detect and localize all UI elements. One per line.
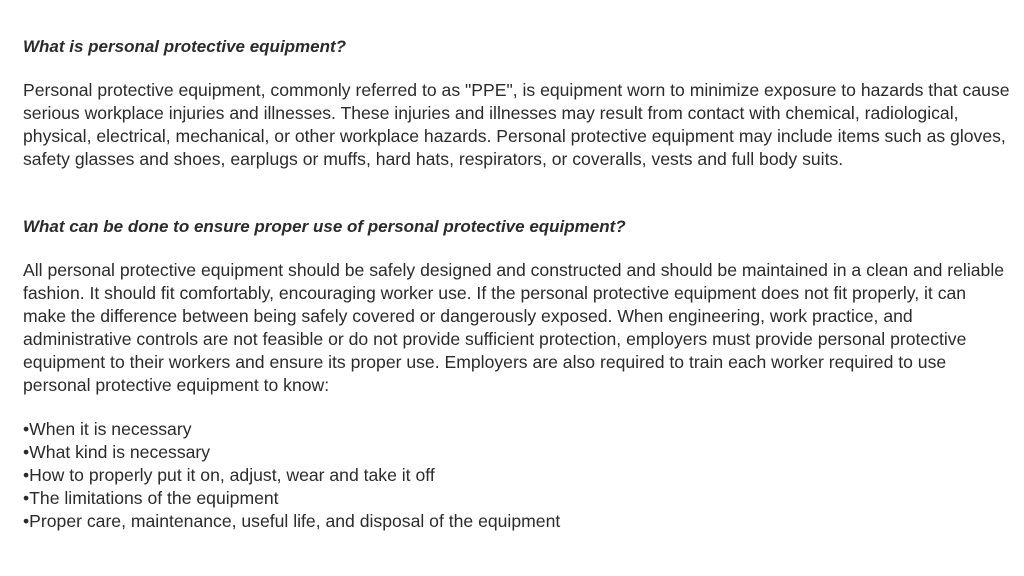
paragraph-proper-use: All personal protective equipment should be safely designed and constructed and should be maintained in a clean and reliable fashion. It should fit comfortably, encouraging worker use. If the personal protective equipment does not fit properly, it can make the difference between being safely covered or dangerously exposed. When engineering, work practice, and administrative controls are not feasible or do not provide sufficient protection, employers must provide personal protective equipment to their workers and ensure its proper use. Employers are also required to train each worker required to use personal protective equipment to know: <box>23 260 1005 395</box>
training-requirements-list <box>23 418 1013 533</box>
list-item: • Proper care, maintenance, useful life, and disposal of the equipment <box>23 510 1013 533</box>
section-heading-what-is-ppe: What is personal protective equipment? <box>23 37 347 56</box>
paragraph-ppe-definition: Personal protective equipment, commonly referred to as "PPE", is equipment worn to minimize exposure to hazards that cause serious workplace injuries and illnesses. These injuries and illnesses may result from contact with chemical, radiological, physical, electrical, mechanical, or other workplace hazards. Personal protective equipment may include items such as gloves, safety glasses and shoes, earplugs or muffs, hard hats, respirators, or coveralls, vests and full body suits. <box>23 80 1010 169</box>
list-item: • What kind is necessary <box>23 441 1013 464</box>
slide-content <box>23 35 1013 533</box>
list-item: • The limitations of the equipment <box>23 487 1013 510</box>
list-item: • When it is necessary <box>23 418 1013 441</box>
list-item: • How to properly put it on, adjust, wear and take it off <box>23 464 1013 487</box>
section-heading-proper-use: What can be done to ensure proper use of personal protective equipment? <box>23 217 626 236</box>
